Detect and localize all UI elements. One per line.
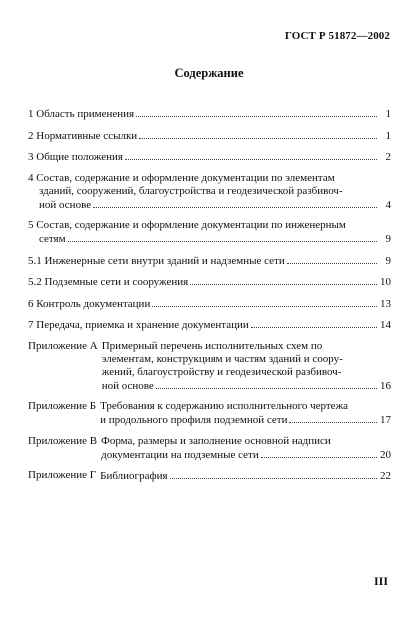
entry-last-line [100, 413, 391, 427]
entry-title-line: 5.2 Подземные сети и сооружения [28, 276, 189, 288]
entry-last-line [28, 297, 391, 311]
entry-last-line [102, 379, 391, 393]
dot-leader [251, 318, 377, 328]
entry-title-line: 2 Нормативные ссылки [28, 129, 138, 142]
entry-title-line: Примерный перечень исполнительных схем по [101, 339, 323, 352]
entry-title-line: 5.1 Инженерные сети внутри зданий и надземные сети [28, 254, 285, 267]
dot-leader [136, 107, 377, 117]
dot-leader [139, 129, 377, 139]
entry-page-number: 9 [385, 233, 391, 245]
toc-sections [28, 107, 391, 332]
entry-title-line: элементам, конструкциям и частям зданий и соору- [101, 352, 343, 365]
entry-title-line: зданий, сооружений, благоустройства и геодезической разбивоч- [39, 184, 343, 197]
entry-title-line: и продольного профиля подземной сети [100, 414, 288, 426]
toc-entry [28, 318, 391, 332]
entry-page-number: 9 [385, 254, 391, 267]
entry-body [28, 150, 391, 164]
toc-entry [28, 297, 391, 311]
entry-body [28, 254, 391, 268]
entry-last-line [28, 107, 391, 121]
toc-appendix-entry [28, 400, 391, 427]
appendix-label: Приложение В [28, 434, 98, 447]
entry-last-line [28, 198, 391, 212]
entry-title-line: 3 Общие положения [28, 151, 123, 163]
standard-header: ГОСТ Р 51872—2002 [284, 30, 390, 42]
toc-entry [28, 129, 391, 143]
entry-page-number: 22 [380, 470, 391, 482]
entry-page-number: 2 [385, 151, 391, 163]
entry-page-number: 16 [380, 379, 391, 392]
dot-leader [289, 413, 377, 423]
dot-leader [125, 150, 377, 160]
entry-last-line [101, 448, 391, 462]
page-title: Содержание [174, 66, 244, 80]
dot-leader [170, 469, 377, 479]
entry-last-line [28, 318, 391, 332]
appendix-label: Приложение Г [28, 469, 97, 481]
entry-body [101, 435, 391, 462]
entry-page-number: 17 [380, 414, 391, 426]
dot-leader [152, 297, 377, 307]
table-of-contents [28, 107, 391, 491]
entry-body [28, 275, 391, 289]
dot-leader [261, 448, 377, 458]
entry-page-number: 20 [380, 448, 391, 461]
toc-entry [28, 254, 391, 268]
entry-body [100, 469, 391, 483]
entry-body [28, 297, 391, 311]
entry-last-line [28, 232, 391, 246]
entry-title-line: 6 Контроль документации [28, 297, 151, 310]
entry-title-line: ной основе [101, 379, 154, 392]
entry-last-line [28, 254, 391, 268]
dot-leader [287, 254, 377, 264]
toc-appendices [28, 340, 391, 484]
entry-title-line: Библиография [100, 470, 168, 482]
entry-last-line [100, 469, 391, 483]
dot-leader [190, 275, 377, 285]
page-number: III [373, 574, 388, 588]
appendix-label: Приложение А [28, 339, 98, 352]
toc-entry [28, 107, 391, 121]
dot-leader [156, 379, 377, 389]
entry-title-line: 7 Передача, приемка и хранение документации [28, 319, 249, 331]
entry-title-line: Требования к содержанию исполнительного чертежа [100, 400, 349, 412]
toc-appendix-entry [28, 435, 391, 462]
entry-title-line: 1 Область применения [28, 108, 135, 120]
toc-entry [28, 219, 391, 246]
entry-body [28, 318, 391, 332]
entry-title-line: 4 Состав, содержание и оформление документации по элементам [28, 171, 335, 184]
appendix-label: Приложение Б [28, 400, 97, 412]
entry-body [100, 400, 391, 427]
dot-leader [68, 232, 377, 242]
entry-body [28, 129, 391, 143]
toc-entry [28, 150, 391, 164]
entry-last-line [28, 129, 391, 143]
entry-body [28, 219, 391, 246]
entry-page-number: 14 [380, 319, 391, 331]
entry-title-line: 5 Состав, содержание и оформление документации по инженерным [28, 219, 346, 231]
entry-title-line: документации на подземные сети [101, 448, 259, 461]
entry-page-number: 13 [380, 297, 391, 310]
toc-entry [28, 172, 391, 212]
entry-title-line: жений, благоустройству и геодезической разбивоч- [101, 365, 342, 378]
entry-title-line: сетям [39, 233, 66, 245]
entry-last-line [28, 275, 391, 289]
entry-page-number: 10 [380, 276, 391, 288]
toc-entry [28, 275, 391, 289]
toc-appendix-entry [28, 340, 391, 393]
entry-page-number: 4 [385, 198, 391, 211]
dot-leader [93, 198, 377, 208]
entry-title-line: ной основе [39, 198, 92, 211]
entry-last-line [28, 150, 391, 164]
entry-body [28, 107, 391, 121]
toc-appendix-entry [28, 469, 391, 483]
entry-page-number: 1 [385, 129, 391, 142]
entry-page-number: 1 [385, 108, 391, 120]
entry-body [28, 172, 391, 212]
entry-title-line: Форма, размеры и заполнение основной надписи [101, 434, 331, 447]
entry-body [102, 340, 391, 393]
